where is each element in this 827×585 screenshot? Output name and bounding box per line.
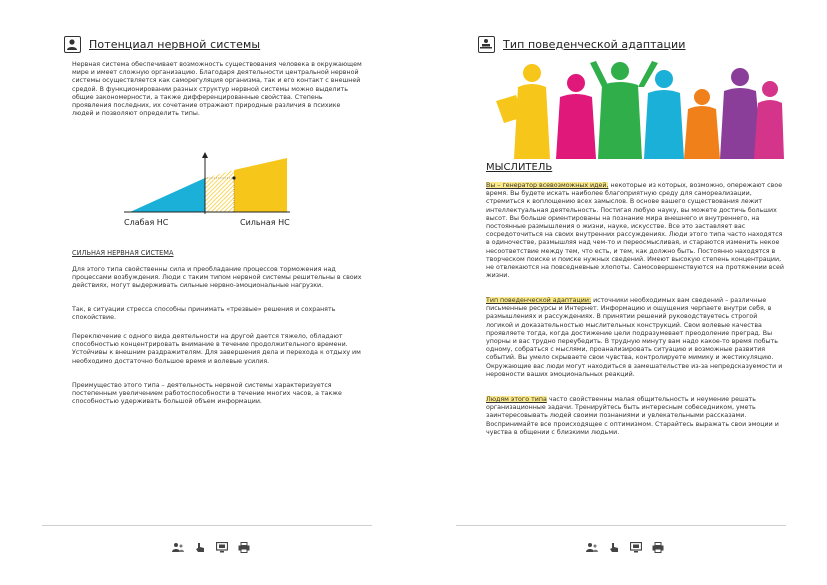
highlight-1: Вы – генератор всевозможных идей, bbox=[486, 182, 609, 189]
hand-pointer-icon[interactable] bbox=[608, 538, 620, 549]
person-cyan bbox=[644, 70, 684, 159]
marker-point bbox=[232, 176, 235, 179]
thinker-at-desk-icon bbox=[478, 36, 495, 53]
paragraph-3 bbox=[486, 396, 786, 437]
highlight-2: Тип поведенческой адаптации: bbox=[486, 297, 592, 304]
left-page-header bbox=[64, 34, 260, 54]
paragraph-1: Для этого типа свойственны сила и преобладание процессов торможения над процессами возбуждения. Люди с таким типом нервной системы решительны в своих действиях, могут выдерживать сильные нервно-эмоциональные нагрузки. bbox=[72, 266, 362, 290]
hand-pointer-icon[interactable] bbox=[194, 538, 206, 549]
paragraph-3-text: часто свойственны малая общительность и неумение решать организационные задачи. Тренируйтесь быть интересным собеседником, уметь заинтересовывать людей своими познаниями и увлекательными рассказами. Воспринимайте все происходящее с оптимизмом. Старайтесь выражать свои эмоции и чувства в общении с близкими людьми. bbox=[486, 396, 779, 436]
paragraph-1 bbox=[486, 182, 786, 280]
footer-divider bbox=[456, 525, 786, 526]
x-label-weak: Слабая НС bbox=[124, 218, 169, 227]
strong-heading: СИЛЬНАЯ НЕРВНАЯ СИСТЕМА bbox=[72, 249, 174, 257]
person-magenta bbox=[556, 74, 596, 159]
paragraph-3: Переключение с одного вида деятельности на другой дается тяжело, обладают способностью концентрировать внимание в течение продолжительного времени. Устойчивы к внешним раздражителям. Для завершения дела и перехода к отдыху им необходимо достаточно большое время и волевые усилия. bbox=[72, 333, 361, 365]
x-label-strong: Сильная НС bbox=[240, 218, 290, 227]
weak-area bbox=[130, 178, 205, 212]
person-orange bbox=[684, 89, 720, 159]
right-page-header bbox=[478, 34, 686, 54]
type-heading: МЫСЛИТЕЛЬ bbox=[486, 162, 553, 173]
printer-icon[interactable] bbox=[652, 538, 664, 549]
hatched-area bbox=[205, 170, 234, 212]
nervous-system-chart bbox=[120, 150, 300, 235]
people-icon[interactable] bbox=[586, 538, 598, 549]
person-portrait-icon bbox=[64, 36, 81, 53]
monitor-icon[interactable] bbox=[630, 538, 642, 549]
people-icon[interactable] bbox=[172, 538, 184, 549]
paragraph-2: Так, в ситуации стресса способны принимать «трезвые» решения и сохранять спокойствие. bbox=[72, 306, 336, 322]
footer-divider bbox=[42, 525, 372, 526]
page-title: Потенциал нервной системы bbox=[89, 37, 261, 51]
paragraph-1-text: некоторые из которых, возможно, опережают свое время. Вы будете искать наиболее благоприятную среду для самореализации, стремиться к воплощению всех замыслов. В основе вашего существования лежит интеллектуальная деятельность. Постигая любую науку, вы можете достичь больших высот. Вы больше ориентированы на познание мира внешнего и внутреннего, на постоянные размышления о жизни, науке, искусстве. Все это заставляет вас сосредоточиться на своих внутренних рассуждениях. Люди этого типа часто находятся в одиночестве, размышляя над чем-то и переосмысливая, и стараются изменить некое несоответствие между тем, что есть, и тем, как должно быть. Постоянно находятся в творческом поиске и поиске нужных сведений. Имеют высокую степень концентрации, не отвлекаются на повседневные хлопоты. Самосовершенствуются на протяжении всей жизни. bbox=[486, 182, 784, 280]
printer-icon[interactable] bbox=[238, 538, 250, 549]
intro-paragraph: Нервная система обеспечивает возможность существования человека в окружающем мире и имеет сложную организацию. Благодаря деятельности центральной нервной системы осуществляется как саморегуляция организма, так и его контакт с внешней средой. В функционировании разных структур нервной системы можно выделить общие закономерности, а также дифференцированные свойства. Степень проявления последних, их сочетание отражают природные различия в психике людей и позволяют определить типы. bbox=[72, 61, 362, 118]
y-axis-arrow bbox=[202, 152, 208, 158]
page-title: Тип поведенческой адаптации bbox=[503, 37, 686, 51]
paragraph-4: Преимущество этого типа – деятельность нервной системы характеризуется постепенным увеличением работоспособности в течение многих часов, а также способностью удерживать большой объем информации. bbox=[72, 382, 342, 406]
strong-area bbox=[234, 158, 287, 212]
paragraph-2-text: источники необходимых вам сведений – различные письменные ресурсы и Интернет. Информацию и ощущения черпаете внутри себя, в размышлениях и рассуждениях. В принятии решений руководствуетесь строгой логикой и доказательностью мыслительных конструкций. Свои волевые качества проявляете тогда, когда достижение цели подразумевает преодоление преград. Вы упорны и вас трудно переубедить. В трудную минуту вам надо какое-то время побыть одному, собраться с мыслями, проанализировать ситуацию и возможные развития событий. Вы умело скрываете свои чувства, контролируете мимику и жестикуляцию. Окружающие вас люди могут находиться в замешательстве из-за непредсказуемости и неровности ваших эмоциональных реакций. bbox=[486, 297, 783, 378]
person-yellow bbox=[496, 64, 550, 159]
footer-toolbar bbox=[586, 538, 664, 549]
highlight-3: Людям этого типа bbox=[486, 396, 547, 403]
person-pink bbox=[754, 81, 784, 159]
people-silhouettes-illustration bbox=[494, 57, 784, 159]
monitor-icon[interactable] bbox=[216, 538, 228, 549]
footer-toolbar bbox=[172, 538, 250, 549]
paragraph-2 bbox=[486, 297, 786, 379]
right-page bbox=[414, 0, 827, 585]
left-page bbox=[0, 0, 413, 585]
